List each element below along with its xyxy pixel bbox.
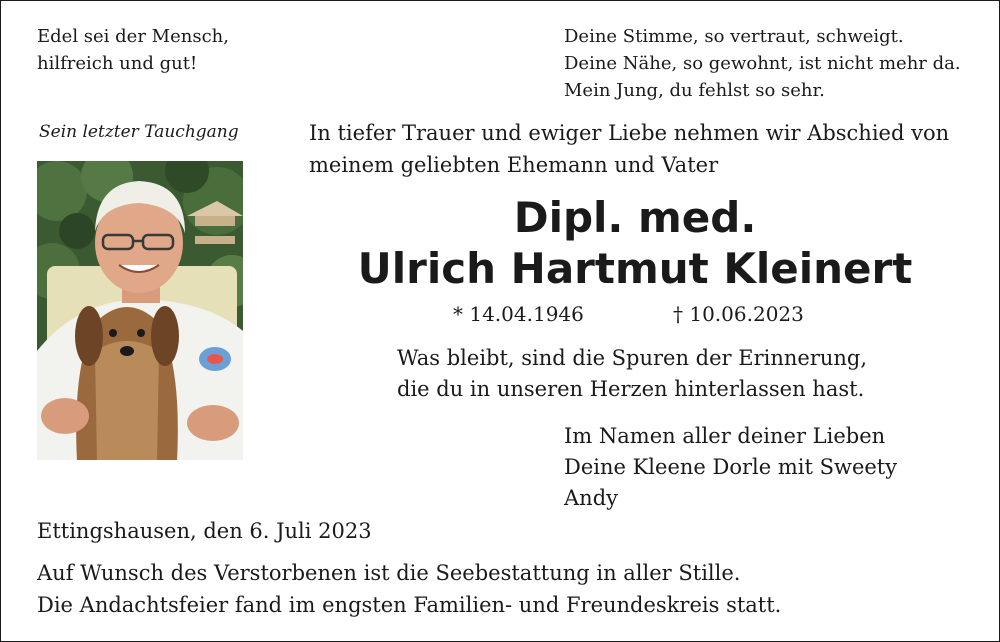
birth-date: * 14.04.1946: [453, 302, 584, 326]
full-name: Ulrich Hartmut Kleinert: [357, 244, 913, 293]
quote-right-line: Deine Nähe, so gewohnt, ist nicht mehr da.: [564, 53, 961, 74]
intro-text: [309, 117, 949, 181]
intro-line: meinem geliebten Ehemann und Vater: [309, 153, 719, 177]
quote-right-line: Mein Jung, du fehlst so sehr.: [564, 80, 825, 101]
memory-quote: [397, 343, 867, 405]
place-date: Ettingshausen, den 6. Juli 2023: [37, 519, 372, 543]
signature-line: Deine Kleene Dorle mit Sweety: [564, 455, 898, 479]
quote-right: [564, 23, 961, 104]
signature-block: [564, 421, 897, 514]
quote-left-line: hilfreich und gut!: [37, 53, 198, 74]
funeral-notice: [37, 557, 781, 621]
signature-line: Andy: [564, 486, 618, 510]
portrait-illustration: [37, 161, 243, 460]
intro-line: In tiefer Trauer und ewiger Liebe nehmen wir Abschied von: [309, 121, 950, 145]
notice-line: Auf Wunsch des Verstorbenen ist die Seebestattung in aller Stille.: [37, 561, 741, 585]
notice-line: Die Andachtsfeier fand im engsten Familien- und Freundeskreis statt.: [37, 593, 782, 617]
portrait-photo: [37, 161, 243, 460]
quote-right-line: Deine Stimme, so vertraut, schweigt.: [564, 26, 904, 47]
academic-title: Dipl. med.: [513, 193, 757, 242]
quote-left: [37, 23, 229, 77]
quote-left-line: Edel sei der Mensch,: [37, 26, 229, 47]
memory-line: die du in unseren Herzen hinterlassen hast.: [397, 377, 865, 401]
death-date: † 10.06.2023: [673, 302, 804, 326]
signature-line: Im Namen aller deiner Lieben: [564, 424, 886, 448]
deceased-name: [301, 193, 969, 295]
photo-caption: Sein letzter Tauchgang: [39, 122, 239, 142]
memory-line: Was bleibt, sind die Spuren der Erinnerung,: [397, 346, 868, 370]
